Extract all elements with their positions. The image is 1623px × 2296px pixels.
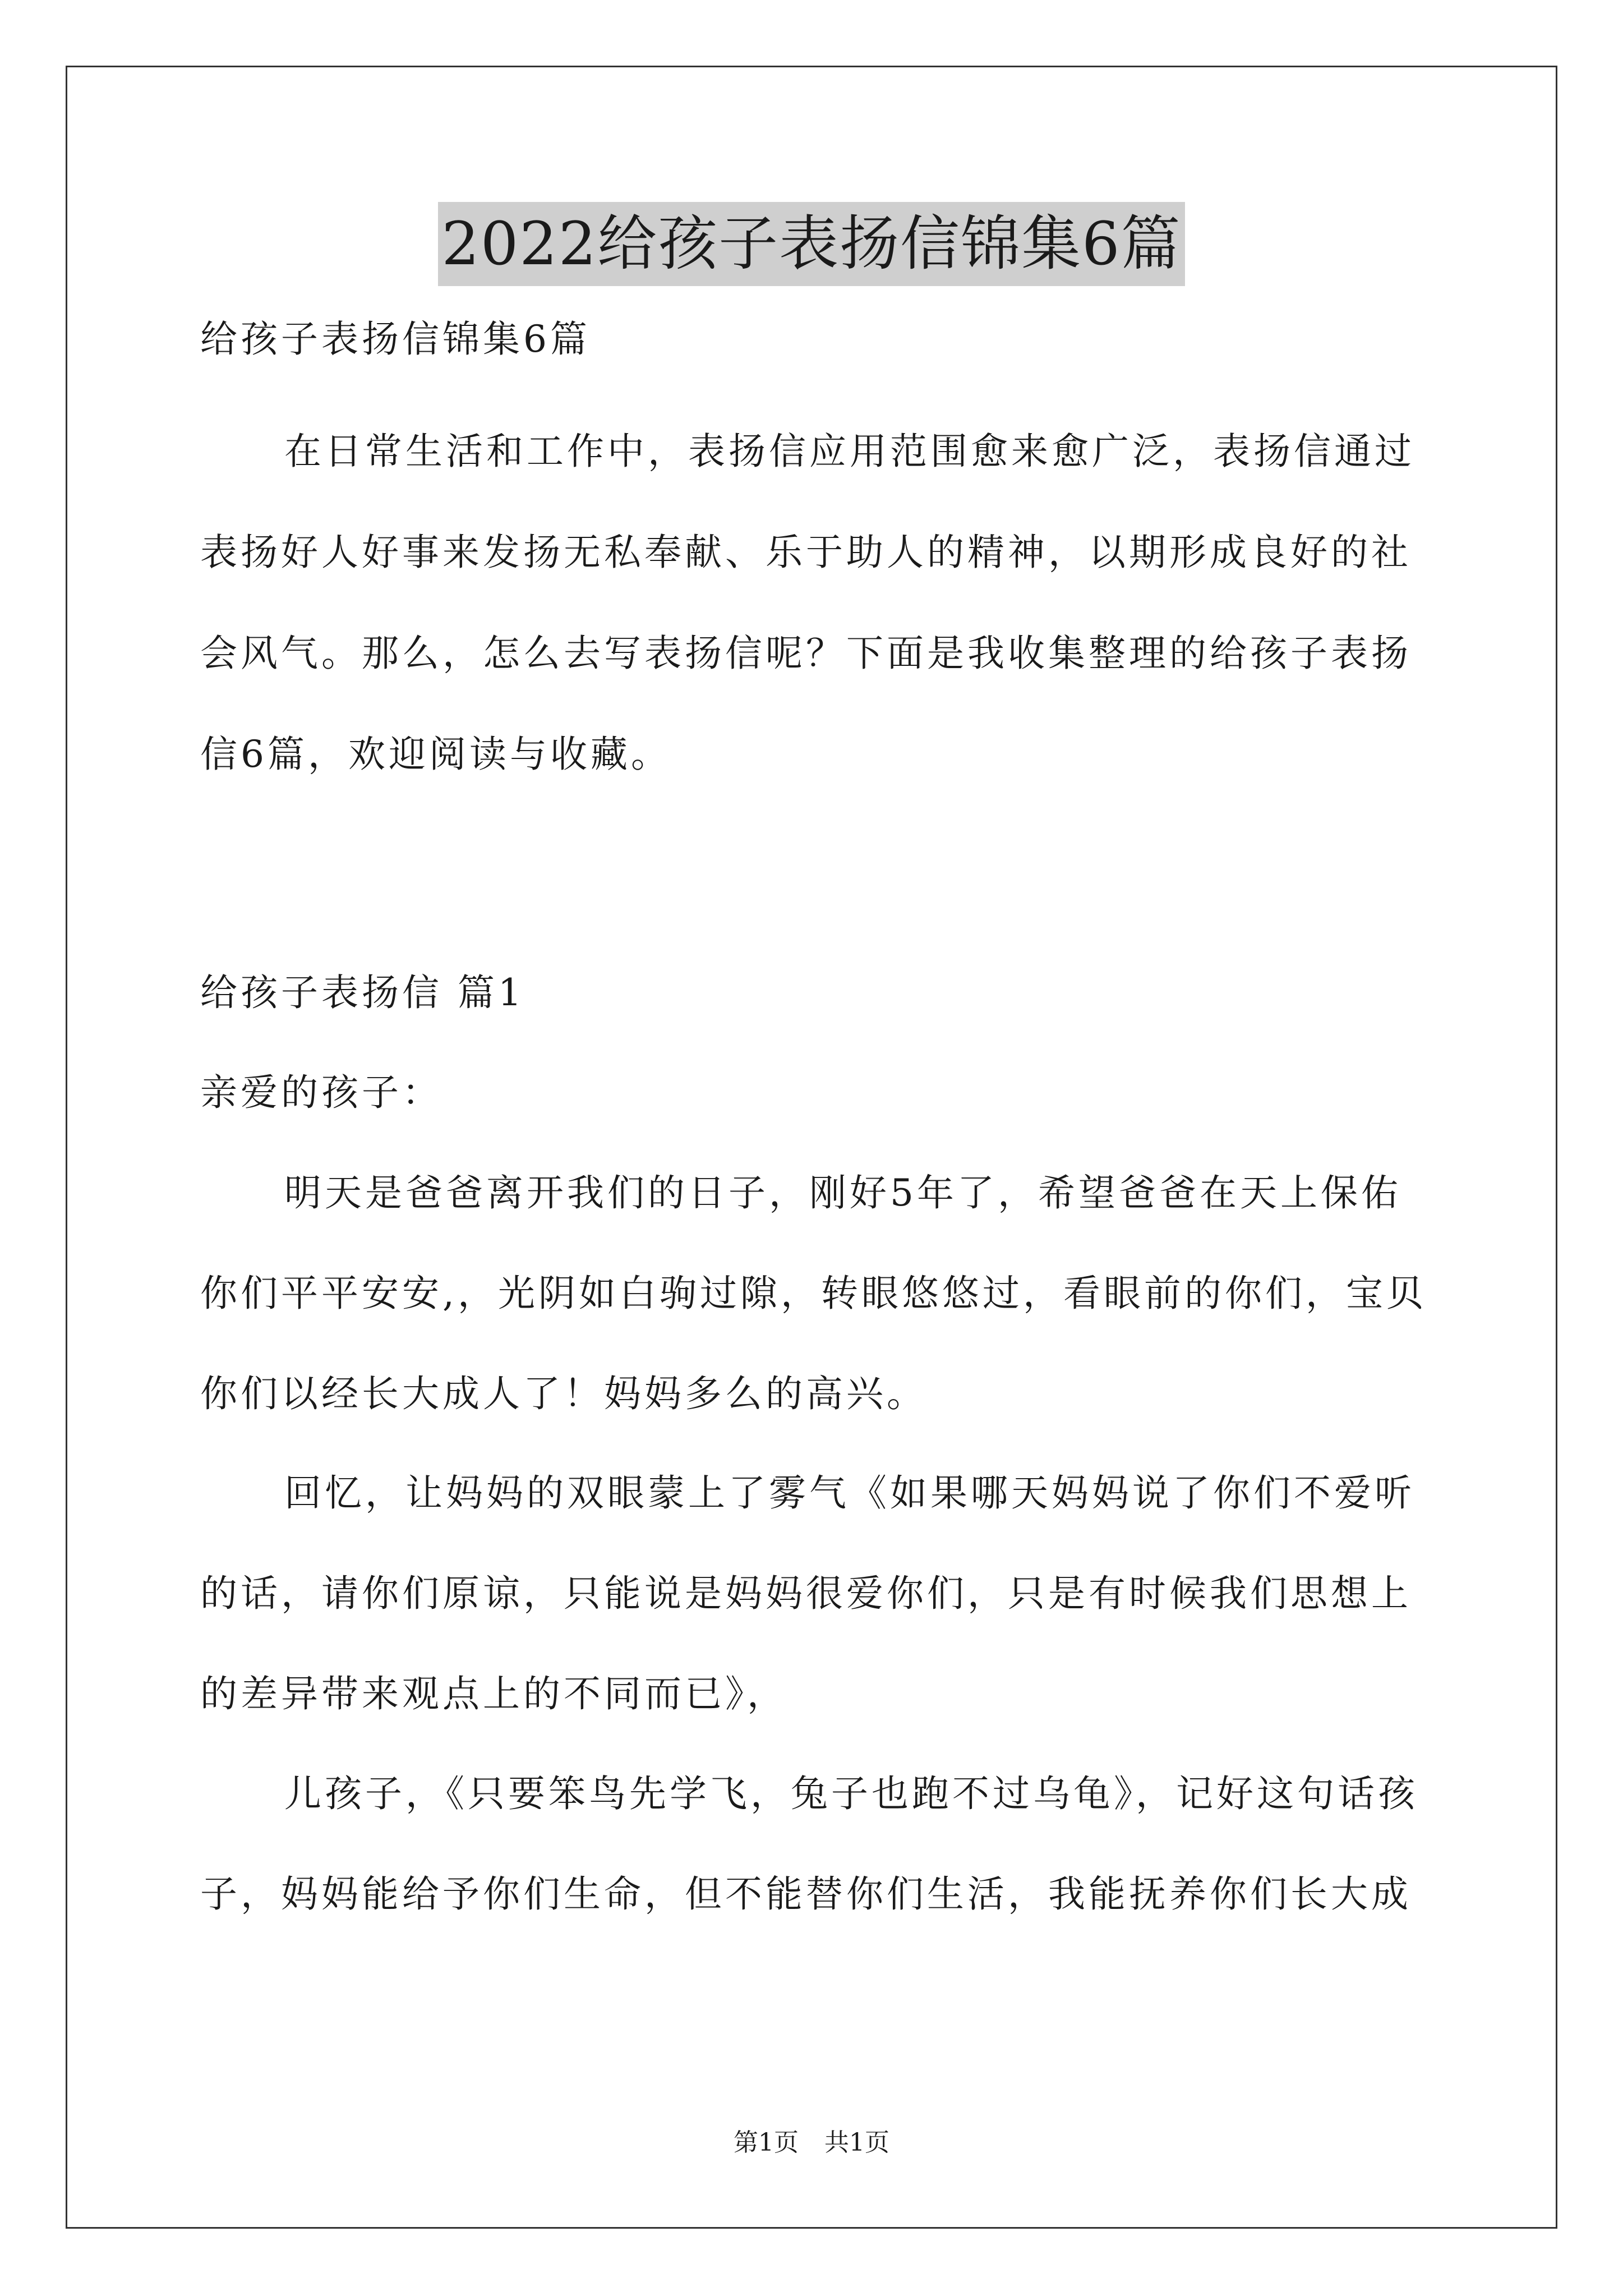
para3-line-2: 子，妈妈能给予你们生命，但不能替你们生活，我能抚养你们长大成 (200, 1872, 1412, 1916)
salutation: 亲爱的孩子： (200, 1071, 442, 1114)
title-container (0, 202, 1623, 286)
para2-line-3: 的差异带来观点上的不同而已》， (200, 1672, 787, 1715)
page-number-current: 第1页 (734, 2128, 799, 2157)
para1-line-3: 你们以经长大成人了！妈妈多么的高兴。 (200, 1372, 927, 1415)
para2-line-2: 的话，请你们原谅，只能说是妈妈很爱你们，只是有时候我们思想上 (200, 1572, 1412, 1615)
page-number-total: 共1页 (824, 2128, 889, 2157)
paragraph-1 (200, 1168, 1427, 1419)
intro-line-4: 信6篇，欢迎阅读与收藏。 (200, 733, 671, 776)
para2-line-1: 回忆，让妈妈的双眼蒙上了雾气《如果哪天妈妈说了你们不爱听 (284, 1471, 1415, 1515)
intro-paragraph (200, 426, 1415, 780)
document-title: 2022给孩子表扬信锦集6篇 (438, 202, 1184, 286)
paragraph-2 (200, 1468, 1415, 1719)
paragraph-3 (200, 1769, 1418, 1920)
para1-line-2: 你们平平安安,，光阴如白驹过隙，转眼悠悠过，看眼前的你们，宝贝 (200, 1272, 1427, 1315)
intro-line-1: 在日常生活和工作中，表扬信应用范围愈来愈广泛，表扬信通过 (284, 430, 1415, 473)
section-heading: 给孩子表扬信 篇1 (200, 971, 525, 1014)
intro-line-2: 表扬好人好事来发扬无私奉献、乐于助人的精神，以期形成良好的社 (200, 531, 1412, 574)
intro-line-3: 会风气。那么，怎么去写表扬信呢？下面是我收集整理的给孩子表扬 (200, 632, 1412, 675)
page-footer (0, 2126, 1623, 2160)
para1-line-1: 明天是爸爸离开我们的日子，刚好5年了，希望爸爸在天上保佑 (284, 1171, 1401, 1214)
para3-line-1: 儿孩子，《只要笨鸟先学飞，兔子也跑不过乌龟》，记好这句话孩 (284, 1772, 1418, 1815)
subtitle: 给孩子表扬信锦集6篇 (200, 318, 591, 361)
